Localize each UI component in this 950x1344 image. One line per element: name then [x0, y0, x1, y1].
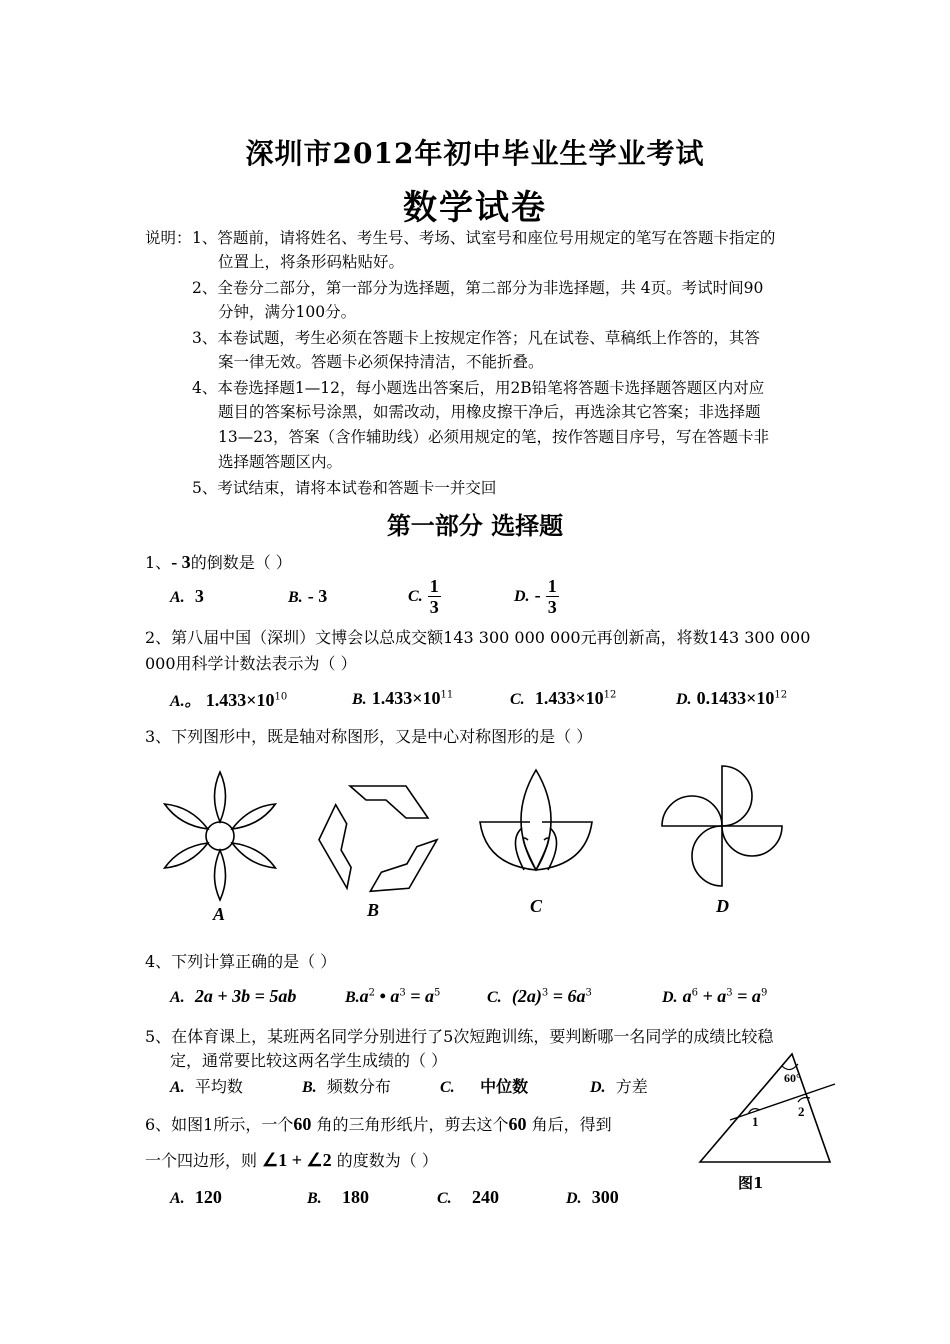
option-label: B. [288, 589, 303, 606]
q4-option-b[interactable] [345, 986, 440, 1007]
term: a [359, 986, 369, 1006]
option-label: B. [345, 989, 360, 1006]
option-label: C. [510, 691, 525, 708]
option-label: D. [566, 1190, 582, 1207]
option-label: B. [302, 1079, 317, 1096]
option-value: 0.1433×10 [696, 688, 775, 708]
figure-c-label: C [530, 896, 543, 916]
figure-b-hexagon [308, 786, 437, 907]
exponent: 11 [440, 689, 454, 701]
question-2-line2: 000用科学计数法表示为（ ） [145, 654, 357, 673]
question-5-line2: 定，通常要比较这两名学生成绩的（ ） [170, 1051, 448, 1070]
option-sign: - [534, 585, 541, 605]
exponent: 3 [399, 987, 406, 999]
q6-text: 的度数为（ ） [336, 1151, 438, 1170]
q2-option-c[interactable] [510, 688, 616, 709]
option-value: 中位数 [480, 1077, 529, 1096]
option-label: A. [170, 589, 185, 606]
option-value: 180 [342, 1187, 370, 1207]
instruction-4-line4: 选择题答题区内。 [218, 453, 343, 471]
result: = a [405, 986, 434, 1006]
option-value: 平均数 [194, 1077, 243, 1096]
exponent: 12 [774, 689, 788, 701]
option-value: - 3 [307, 586, 328, 606]
option-label: A. [170, 1190, 185, 1207]
q6-option-c[interactable] [437, 1187, 499, 1208]
option-value: 1.433×10 [371, 688, 441, 708]
option-value: 2a + 3b = 5ab [194, 986, 297, 1006]
exponent: 3 [585, 987, 592, 999]
option-label: B. [307, 1190, 322, 1207]
option-label: C. [437, 1190, 452, 1207]
option-label: A. [170, 1079, 185, 1096]
instruction-1-line1: 1、答题前，请将姓名、考生号、考场、试室号和座位号用规定的笔写在答题卡指定的 [192, 229, 776, 247]
exponent: 3 [726, 987, 733, 999]
q4-option-a[interactable] [170, 986, 296, 1007]
option-value: 120 [194, 1187, 222, 1207]
option-value: 240 [472, 1187, 500, 1207]
option-value: 1.433×10 [534, 688, 604, 708]
q1-math: - 3 [171, 552, 191, 572]
question-1 [145, 550, 292, 573]
instruction-1-line2: 位置上，将条形码粘贴好。 [218, 253, 405, 271]
q6-text: 一个四边形，则 [145, 1151, 258, 1170]
q6-text: 角后，得到 [531, 1115, 612, 1134]
option-value: 频数分布 [326, 1077, 391, 1096]
q1-option-d[interactable] [514, 576, 559, 617]
question-6-line2 [145, 1148, 438, 1171]
result: = a [732, 986, 761, 1006]
q1-option-a[interactable] [170, 586, 204, 607]
q1-number: 1、 [145, 553, 172, 572]
result: = 6a [548, 986, 586, 1006]
q1-option-c[interactable] [408, 576, 441, 617]
exam-title: 深圳市2012年初中毕业生学业考试 [245, 137, 705, 170]
instruction-2-line1: 2、全卷分二部分，第一部分为选择题，第二部分为非选择题，共 4页。考试时间90 [192, 279, 764, 297]
instruction-4-line2: 题目的答案标号涂黑，如需改动，用橡皮擦干净后，再选涂其它答案；非选择题 [218, 403, 761, 421]
figure-b-label: B [367, 900, 380, 920]
option-value: 1.433×10 [205, 690, 275, 710]
q2-option-a[interactable] [170, 688, 287, 711]
instruction-5-line1: 5、考试结束，请将本试卷和答题卡一并交回 [192, 479, 497, 497]
term: (2a) [511, 986, 542, 1006]
instruction-2-line2: 分钟，满分100分。 [218, 303, 357, 321]
q4-option-c[interactable] [487, 986, 592, 1007]
figure-a-label: A [213, 904, 226, 924]
option-label: C. [487, 989, 502, 1006]
fraction: $\frac{1}{3}$ [547, 576, 557, 617]
q6-option-a[interactable] [170, 1187, 222, 1208]
option-label: D. [514, 588, 530, 605]
option-value: 3 [194, 586, 204, 606]
instruction-4-line3: 13—23，答案（含作辅助线）必须用规定的笔，按作答题目序号，写在答题卡非 [218, 428, 769, 446]
figure-1-triangle [690, 1050, 850, 1175]
term: a [390, 986, 400, 1006]
q4-option-d[interactable] [662, 986, 767, 1007]
question-2-line1: 2、第八届中国（深圳）文博会以总成交额143 300 000 000元再创新高，将数143 300 000 [145, 628, 811, 647]
option-value: 300 [591, 1187, 619, 1207]
q3-figures [150, 760, 800, 930]
exponent: 3 [541, 987, 549, 999]
option-value: 方差 [615, 1077, 648, 1096]
instruction-4-line1: 4、本卷选择题1—12，每小题选出答案后，用2B铅笔将答题卡选择题答题区内对应 [192, 379, 765, 397]
figure-c-lotus [480, 770, 592, 870]
exponent: 10 [274, 691, 288, 703]
figure-a-flower [162, 772, 278, 900]
q5-option-a[interactable] [170, 1074, 243, 1097]
option-label: C. [440, 1079, 455, 1096]
question-4: 4、下列计算正确的是（ ） [145, 952, 337, 971]
q5-option-d[interactable] [590, 1074, 648, 1097]
option-label: A. [170, 989, 185, 1006]
exponent: 5 [434, 987, 441, 999]
operator: + a [698, 986, 727, 1006]
option-label: D. [662, 989, 678, 1006]
q2-option-d[interactable] [676, 688, 787, 709]
figure-1-mark-2: 2 [798, 1104, 805, 1119]
figure-1-mark-1: 1 [752, 1114, 759, 1129]
exponent: 6 [691, 987, 699, 999]
question-6-line1 [145, 1112, 612, 1135]
option-label: C. [408, 588, 423, 605]
figure-d-label: D [716, 896, 729, 916]
option-label: D. [590, 1079, 606, 1096]
exponent: 12 [603, 689, 617, 701]
q6-option-b[interactable] [307, 1187, 369, 1208]
instruction-3-line2: 案一律无效。答题卡必须保持清洁，不能折叠。 [218, 353, 544, 371]
exponent: 2 [368, 987, 376, 999]
operator: • [375, 986, 391, 1006]
q1-text: 的倒数是（ ） [190, 553, 292, 572]
q6-math: 60 [293, 1114, 312, 1134]
q5-option-b[interactable] [302, 1074, 391, 1097]
option-label: D. [676, 691, 692, 708]
q2-option-b[interactable] [352, 688, 453, 709]
question-3: 3、下列图形中，既是轴对称图形，又是中心对称图形的是（ ） [145, 727, 593, 746]
q6-option-d[interactable] [566, 1187, 619, 1208]
option-label: B. [352, 691, 367, 708]
fraction: $\frac{1}{3}$ [429, 576, 439, 617]
instruction-3-line1: 3、本卷试题，考生必须在答题卡上按规定作答；凡在试卷、草稿纸上作答的，其答 [192, 329, 760, 347]
option-label: A.。 [170, 693, 201, 710]
figure-1-angle-label: 60° [784, 1071, 801, 1085]
exponent: 9 [760, 987, 768, 999]
instructions-label: 说明： [145, 229, 192, 247]
q6-text: 角的三角形纸片，剪去这个 [316, 1115, 509, 1134]
exam-subtitle: 数学试卷 [403, 188, 547, 228]
q1-option-b[interactable] [288, 586, 327, 607]
q5-option-c[interactable] [440, 1074, 528, 1097]
section-title: 第一部分 选择题 [386, 511, 564, 540]
figure-1-caption: 图1 [738, 1174, 764, 1192]
term: a [682, 986, 692, 1006]
q6-math: ∠1 + ∠2 [262, 1150, 332, 1170]
question-5-line1: 5、在体育课上，某班两名同学分别进行了5次短跑训练，要判断哪一名同学的成绩比较稳 [145, 1027, 774, 1046]
q6-text: 6、如图1所示，一个 [145, 1115, 294, 1134]
figure-d-pinwheel [662, 766, 782, 886]
q6-math: 60 [508, 1114, 527, 1134]
